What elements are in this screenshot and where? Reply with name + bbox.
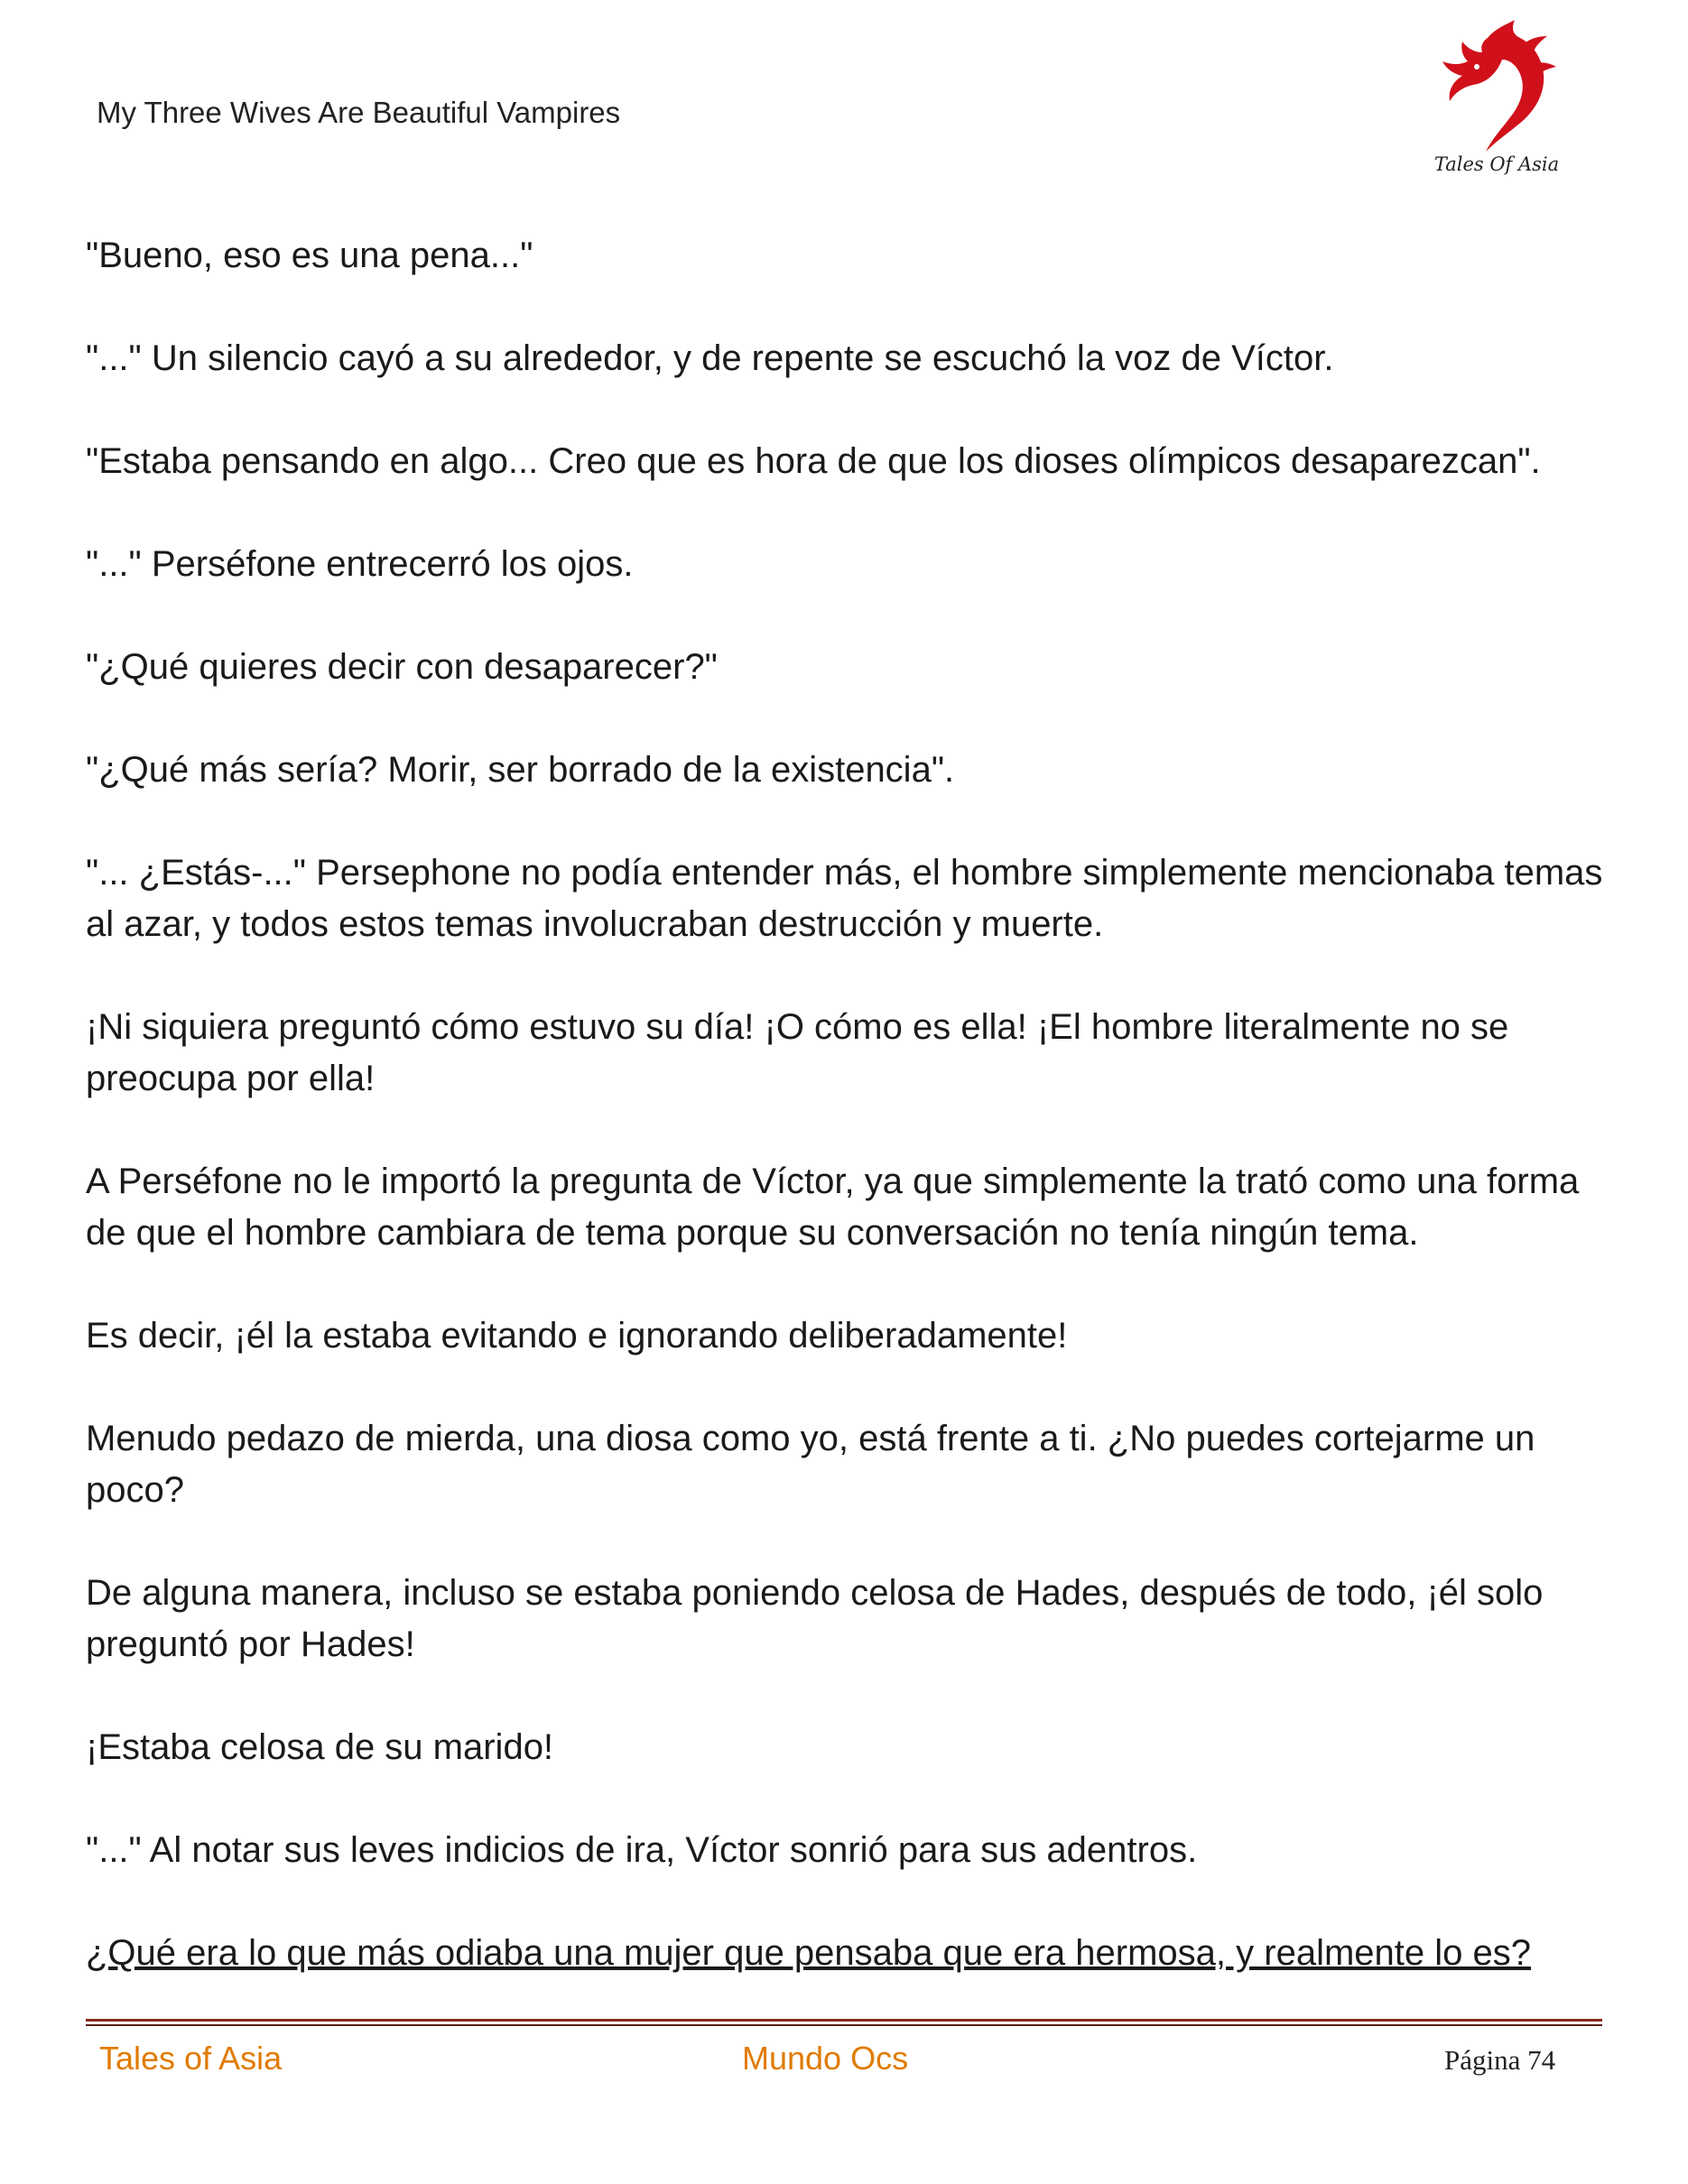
- paragraph: ¡Ni siquiera preguntó cómo estuvo su día! ¡O cómo es ella! ¡El hombre literalmente no se preocupa por ella!: [86, 1007, 1509, 1098]
- footer-site-name: Tales of Asia: [99, 2040, 283, 2077]
- paragraph: "¿Qué más sería? Morir, ser borrado de la existencia".: [86, 750, 955, 790]
- page-number: Página 74: [1444, 2044, 1556, 2076]
- book-title: My Three Wives Are Beautiful Vampires: [97, 96, 621, 129]
- paragraph: "Bueno, eso es una pena...": [86, 236, 533, 275]
- tales-of-asia-logo: [1433, 20, 1560, 182]
- paragraph: ¿Qué era lo que más odiaba una mujer que pensaba que era hermosa, y realmente lo es?: [86, 1933, 1531, 1973]
- paragraph: "..." Perséfone entrecerró los ojos.: [86, 544, 634, 584]
- paragraph: "¿Qué quieres decir con desaparecer?": [86, 647, 718, 687]
- paragraph: A Perséfone no le importó la pregunta de Víctor, ya que simplemente la trató como una forma de que el hombre cambiara de tema porque su conversación no tenía ningún tema.: [86, 1161, 1580, 1253]
- logo-text: Tales Of Asia: [1433, 153, 1560, 175]
- footer-divider-thin: [86, 2024, 1602, 2026]
- paragraph: ¡Estaba celosa de su marido!: [86, 1727, 554, 1767]
- chapter-text: [86, 230, 1620, 1979]
- paragraph: "... ¿Estás-..." Persephone no podía entender más, el hombre simplemente mencionaba temas al azar, y todos estos temas involucraban destrucción y muerte.: [86, 853, 1603, 944]
- paragraph: "Estaba pensando en algo... Creo que es hora de que los dioses olímpicos desaparezcan".: [86, 441, 1541, 481]
- paragraph: Menudo pedazo de mierda, una diosa como yo, está frente a ti. ¿No puedes cortejarme un poco?: [86, 1419, 1535, 1510]
- paragraph: Es decir, ¡él la estaba evitando e ignorando deliberadamente!: [86, 1316, 1068, 1356]
- paragraph: "..." Al notar sus leves indicios de ira, Víctor sonrió para sus adentros.: [86, 1830, 1198, 1870]
- footer-section-name: Mundo Ocs: [742, 2040, 909, 2077]
- paragraph: De alguna manera, incluso se estaba poniendo celosa de Hades, después de todo, ¡él solo preguntó por Hades!: [86, 1573, 1544, 1664]
- footer-divider: [86, 2019, 1602, 2022]
- dragon-logo-icon: [1433, 20, 1560, 155]
- paragraph: "..." Un silencio cayó a su alrededor, y de repente se escuchó la voz de Víctor.: [86, 338, 1334, 378]
